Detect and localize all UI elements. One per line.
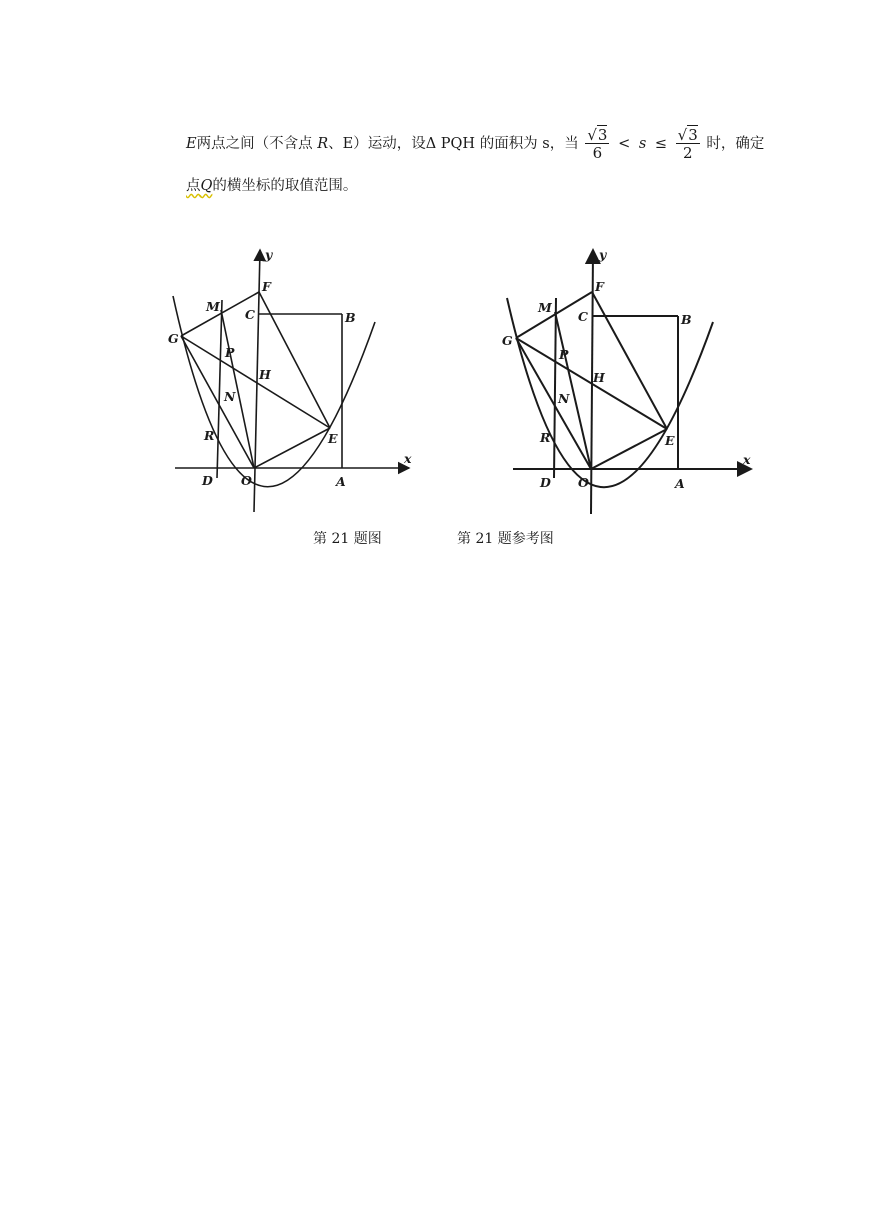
less-equal-symbol: ≤: [654, 136, 668, 152]
fraction-numerator: 3: [688, 125, 698, 144]
label-d: D: [202, 473, 213, 488]
text-segment: 点: [186, 178, 201, 194]
label-n: N: [558, 391, 570, 406]
segment-oe: [591, 429, 667, 469]
point-q-label: Q: [200, 178, 213, 194]
problem-line-2: [186, 176, 357, 196]
fraction-numerator: 3: [597, 125, 608, 144]
label-a: A: [336, 474, 346, 489]
label-x: x: [743, 452, 751, 467]
line-dr: [217, 300, 222, 478]
text-segment: 时，确定: [706, 136, 765, 152]
label-m: M: [538, 300, 552, 315]
label-g: G: [168, 331, 179, 346]
text-segment: 的横坐标的取值范围。: [212, 178, 358, 194]
label-n: N: [224, 389, 236, 404]
figure-caption-reference: 第 21 题参考图: [457, 531, 554, 547]
text-segment: 、E）运动，设Δ PQH 的面积为 s，当: [328, 136, 579, 152]
label-g: G: [502, 333, 513, 348]
label-e: E: [328, 431, 338, 446]
label-o: O: [578, 475, 589, 490]
label-p: P: [559, 347, 569, 362]
fraction-denominator: 2: [682, 143, 693, 162]
segment-fe: [259, 292, 330, 428]
label-y: y: [599, 247, 607, 262]
label-h: H: [593, 370, 605, 385]
label-x: x: [404, 451, 412, 466]
fraction-sqrt3-over-6: $\frac{√3}{6}$: [587, 125, 608, 162]
geometry-diagram: [133, 240, 423, 516]
label-e: E: [665, 433, 675, 448]
less-than-symbol: <: [618, 136, 631, 152]
point-e-label: E: [186, 136, 197, 152]
geometry-diagram: [471, 240, 776, 516]
label-r: R: [204, 428, 215, 443]
fraction-denominator: 6: [592, 143, 603, 162]
figure-21: [133, 240, 423, 516]
variable-s: s: [638, 136, 647, 152]
label-d: D: [540, 475, 551, 490]
point-r-label: R: [317, 136, 329, 152]
figure-21-reference: [471, 240, 776, 516]
label-o: O: [241, 473, 252, 488]
label-a: A: [675, 476, 685, 491]
label-c: C: [245, 307, 255, 322]
label-f: F: [262, 279, 271, 294]
label-h: H: [259, 367, 271, 382]
label-p: P: [225, 345, 235, 360]
line-dr: [554, 298, 556, 478]
problem-line-1: [186, 118, 766, 170]
label-y: y: [265, 247, 273, 262]
label-m: M: [206, 299, 220, 314]
segment-oe: [254, 428, 330, 468]
label-r: R: [540, 430, 551, 445]
segment-fe: [592, 292, 667, 429]
label-b: B: [345, 310, 356, 325]
label-f: F: [595, 279, 604, 294]
figure-caption: 第 21 题图: [313, 531, 382, 547]
text-segment: 两点之间（不含点: [196, 136, 313, 152]
fraction-sqrt3-over-2: $\frac{√3}{2}$: [677, 125, 698, 162]
label-c: C: [578, 309, 588, 324]
label-b: B: [681, 312, 692, 327]
